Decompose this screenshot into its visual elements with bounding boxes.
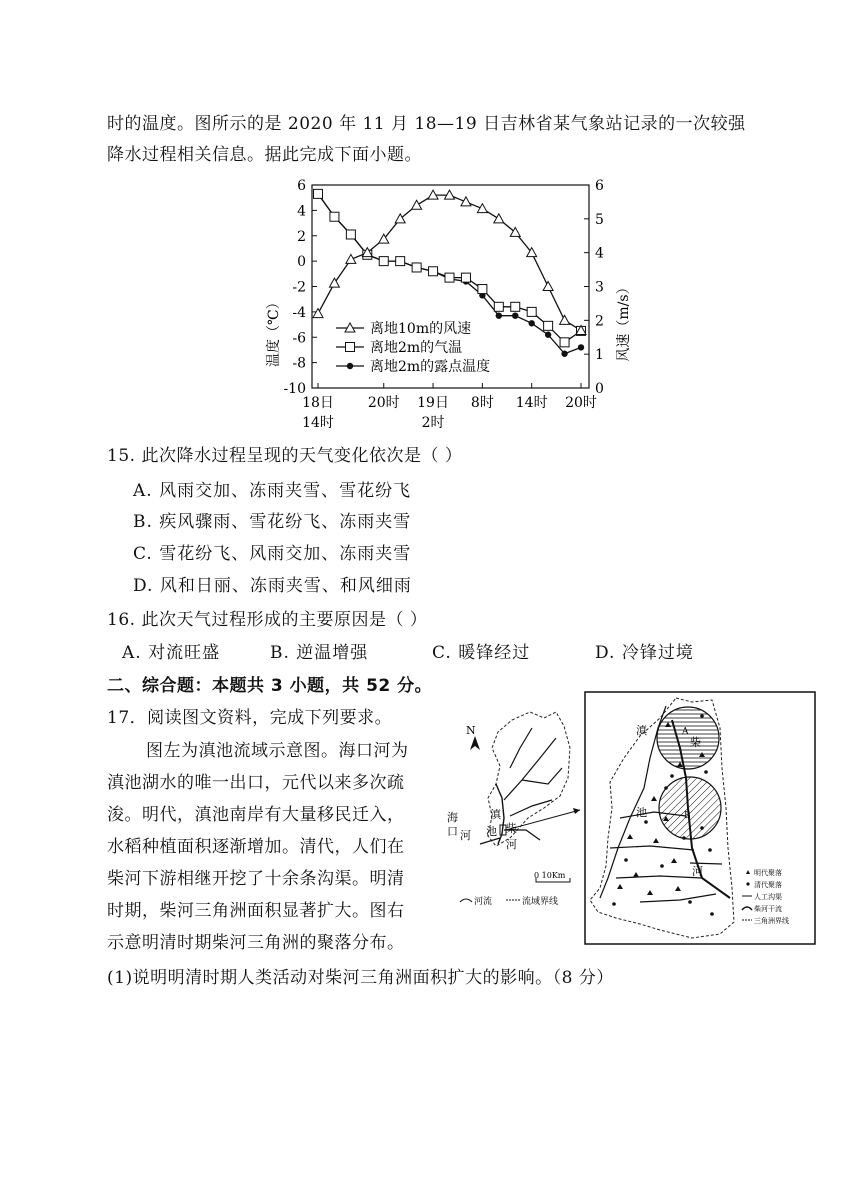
north-label: N [466, 724, 476, 737]
q16-option-d[interactable]: D. 冷锋过境 [595, 643, 694, 663]
q15-option-c[interactable]: C. 雪花纷飞、风雨交加、冻雨夹雪 [133, 544, 412, 564]
wind-speed-point [412, 200, 422, 209]
label-right-chi: 池 [636, 806, 647, 819]
left-tick-label: -10 [283, 381, 306, 397]
dew-point-point [512, 312, 518, 318]
q15-option-a[interactable]: A. 风雨交加、冻雨夹雪、雪花纷飞 [133, 481, 412, 501]
legend-main-channel: 柴河干流 [754, 905, 782, 913]
left-legend [460, 895, 558, 907]
q16-option-a[interactable]: A. 对流旺盛 [122, 643, 221, 663]
zone-a-circle [657, 707, 719, 769]
x-tick-label-line2: 14时 [302, 415, 334, 431]
wind-speed-point [346, 254, 356, 263]
label-right-dian: 滇 [636, 724, 647, 737]
legend-ditch: 人工沟渠 [754, 893, 782, 901]
wind-speed-point [560, 315, 570, 324]
right-tick-label: 3 [595, 279, 604, 296]
label-zone-b: B [684, 811, 691, 821]
north-arrow [466, 724, 480, 750]
label-right-chai: 柴 [690, 736, 701, 749]
legend-river: 河流 [474, 897, 493, 907]
left-tick-label: -2 [292, 279, 306, 296]
wind-speed-point [543, 282, 553, 291]
q16-stem: 16. 此次天气过程形成的主要原因是（ ） [107, 610, 428, 630]
dianchi-maps [440, 688, 840, 958]
scale-label: 0 10Km [534, 871, 566, 880]
air-temp-point [346, 230, 355, 239]
label-chai: 柴 [506, 822, 517, 835]
label-chi: 池 [486, 825, 497, 838]
legend-qing: 清代聚落 [754, 881, 782, 889]
x-tick-label: 18日 [302, 395, 334, 411]
label-hai: 海 [447, 811, 458, 824]
q16-option-b[interactable]: B. 逆温增强 [270, 643, 369, 663]
q17-body-line-4: 水稻种植面积逐渐增加。清代，人们在 [107, 837, 405, 857]
wind-speed-point [313, 309, 323, 318]
legend-delta-boundary: 三角洲界线 [754, 917, 789, 925]
right-tick-label: 6 [595, 178, 604, 194]
air-temp-point [379, 257, 388, 266]
x-tick-label: 20时 [367, 395, 400, 411]
dew-point-point [528, 320, 534, 326]
legend-label: 离地10m的风速 [370, 321, 472, 337]
y-axis-label-left: 温度（℃） [266, 295, 282, 367]
label-kou: 口 [447, 825, 458, 838]
legend-square-marker [346, 343, 355, 352]
left-tick-label: 0 [297, 254, 306, 271]
air-temp-point [396, 257, 405, 266]
label-he1: 河 [460, 829, 471, 842]
air-temp-point [544, 321, 553, 330]
label-zone-a: A [682, 727, 689, 737]
y-axis-label-right: 风速（m/s） [616, 280, 632, 362]
left-tick-label: 2 [297, 228, 306, 245]
label-dian: 滇 [490, 808, 501, 821]
legend-ming: 明代聚落 [754, 869, 782, 877]
right-tick-label: 1 [595, 347, 604, 364]
left-tick-label: 6 [297, 178, 306, 194]
air-temp-point [527, 307, 536, 316]
air-temp-point [412, 263, 421, 272]
intro-line-2: 降水过程相关信息。据此完成下面小题。 [107, 145, 422, 165]
series-line-triangle [318, 195, 581, 330]
x-tick-label: 19日 [417, 395, 449, 411]
q17-body-line-1: 图左为滇池流域示意图。海口河为 [146, 741, 409, 761]
dew-point-point [578, 344, 584, 350]
weather-chart [0, 170, 860, 610]
wind-speed-point [329, 278, 339, 287]
left-tick-label: 4 [297, 203, 306, 220]
left-tick-label: -4 [292, 304, 306, 321]
q17-body-line-3: 浚。明代，滇池南岸有大量移民迁入， [107, 805, 405, 825]
wind-speed-point [461, 197, 471, 206]
dew-point-point [545, 332, 551, 338]
section-2-heading: 二、综合题：本题共 3 小题，共 52 分。 [107, 676, 433, 696]
legend-label: 离地2m的气温 [370, 340, 463, 356]
x-tick-label: 8时 [470, 395, 494, 411]
q15-option-d[interactable]: D. 风和日丽、冻雨夹雪、和风细雨 [133, 576, 412, 596]
left-map [447, 712, 580, 907]
q17-stem: 17．阅读图文资料，完成下列要求。 [107, 708, 393, 728]
air-temp-point [429, 267, 438, 276]
q17-subquestion-1: (1)说明明清时期人类活动对柴河三角洲面积扩大的影响。（8 分） [107, 968, 614, 988]
wind-speed-point [477, 204, 487, 213]
dew-point-point [561, 351, 567, 357]
q17-body-line-6: 时期，柴河三角洲面积显著扩大。图右 [107, 901, 405, 921]
q16-option-c[interactable]: C. 暖锋经过 [432, 643, 531, 663]
x-tick-label: 20时 [565, 395, 597, 411]
right-tick-label: 4 [595, 245, 604, 262]
legend-boundary: 流域界线 [522, 897, 559, 907]
legend-label: 离地2m的露点温度 [370, 359, 491, 375]
q17-body-line-2: 滇池湖水的唯一出口，元代以来多次疏 [107, 773, 405, 793]
dew-point-point [496, 312, 502, 318]
air-temp-point [445, 273, 454, 282]
right-tick-label: 2 [595, 313, 604, 330]
air-temp-point [478, 285, 487, 294]
label-right-he: 河 [692, 865, 703, 878]
q15-stem: 15. 此次降水过程呈现的天气变化依次是（ ） [107, 446, 463, 466]
wind-speed-point [494, 214, 504, 223]
air-temp-point [511, 302, 520, 311]
air-temp-point [560, 338, 569, 347]
right-tick-label: 5 [595, 211, 604, 228]
label-he2: 河 [506, 838, 517, 851]
left-tick-label: -8 [292, 355, 306, 372]
air-temp-point [314, 189, 323, 198]
q15-option-b[interactable]: B. 疾风骤雨、雪花纷飞、冻雨夹雪 [133, 512, 412, 532]
air-temp-point [494, 302, 503, 311]
scale-bar [534, 871, 570, 882]
air-temp-point [330, 212, 339, 221]
right-map [585, 692, 815, 944]
air-temp-point [461, 273, 470, 282]
x-tick-label: 14时 [515, 395, 548, 411]
x-tick-label-line2: 2时 [421, 415, 445, 431]
legend-dot-marker [347, 363, 353, 369]
q17-body-line-5: 柴河下游相继开挖了十余条沟渠。明清 [107, 869, 405, 889]
intro-line-1: 时的温度。图所示的是 2020 年 11 月 18—19 日吉林省某气象站记录的一次较强 [107, 114, 746, 134]
left-tick-label: -6 [292, 330, 306, 347]
right-tick-label: 0 [595, 381, 604, 397]
q17-body-line-7: 示意明清时期柴河三角洲的聚落分布。 [107, 933, 405, 953]
